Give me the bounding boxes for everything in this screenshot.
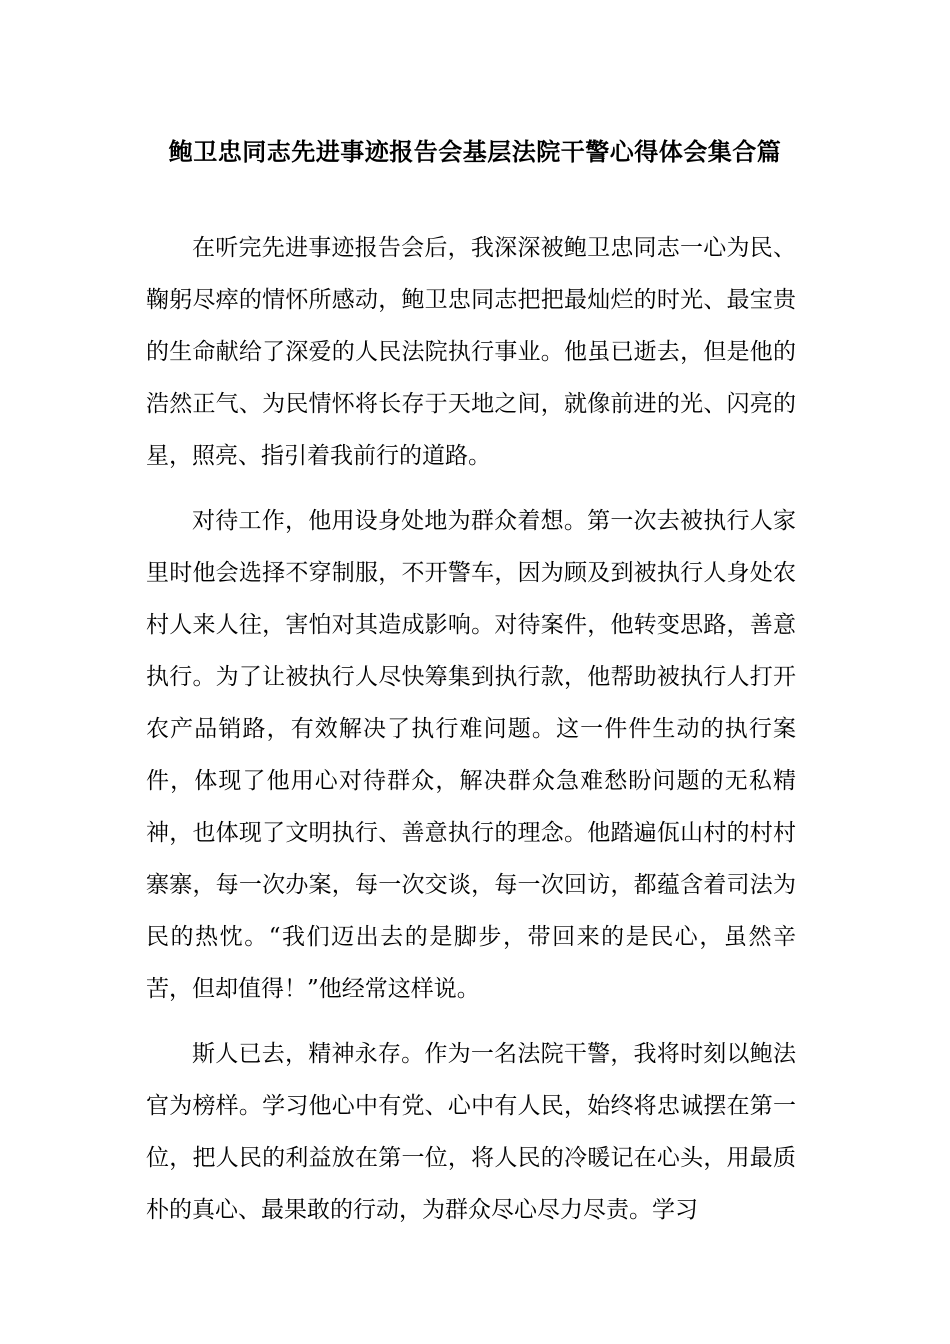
paragraph-3: 斯人已去，精神永存。作为一名法院干警，我将时刻以鲍法官为榜样。学习他心中有党、心中有人民，始终将忠诚摆在第一位，把人民的利益放在第一位，将人民的冷暖记在心头，用最质朴的真心、最果敢的行动，为群众尽心尽力尽责。学习 <box>146 1041 796 1223</box>
document-title: 鲍卫忠同志先进事迹报告会基层法院干警心得体会集合篇 <box>168 138 782 166</box>
document-body <box>146 222 796 1236</box>
paragraph-1: 在听完先进事迹报告会后，我深深被鲍卫忠同志一心为民、鞠躬尽瘁的情怀所感动，鲍卫忠同志把把最灿烂的时光、最宝贵的生命献给了深爱的人民法院执行事业。他虽已逝去，但是他的浩然正气、为民情怀将长存于天地之间，就像前进的光、闪亮的星，照亮、指引着我前行的道路。 <box>146 235 796 469</box>
paragraph-2: 对待工作，他用设身处地为群众着想。第一次去被执行人家里时他会选择不穿制服，不开警车，因为顾及到被执行人身处农村人来人往，害怕对其造成影响。对待案件，他转变思路，善意执行。为了让被执行人尽快筹集到执行款，他帮助被执行人打开农产品销路，有效解决了执行难问题。这一件件生动的执行案件，体现了他用心对待群众，解决群众急难愁盼问题的无私精神，也体现了文明执行、善意执行的理念。他踏遍佤山村的村村寨寨，每一次办案，每一次交谈，每一次回访，都蕴含着司法为民的热忱。“我们迈出去的是脚步，带回来的是民心，虽然辛苦，但却值得！”他经常这样说。 <box>146 508 796 1002</box>
